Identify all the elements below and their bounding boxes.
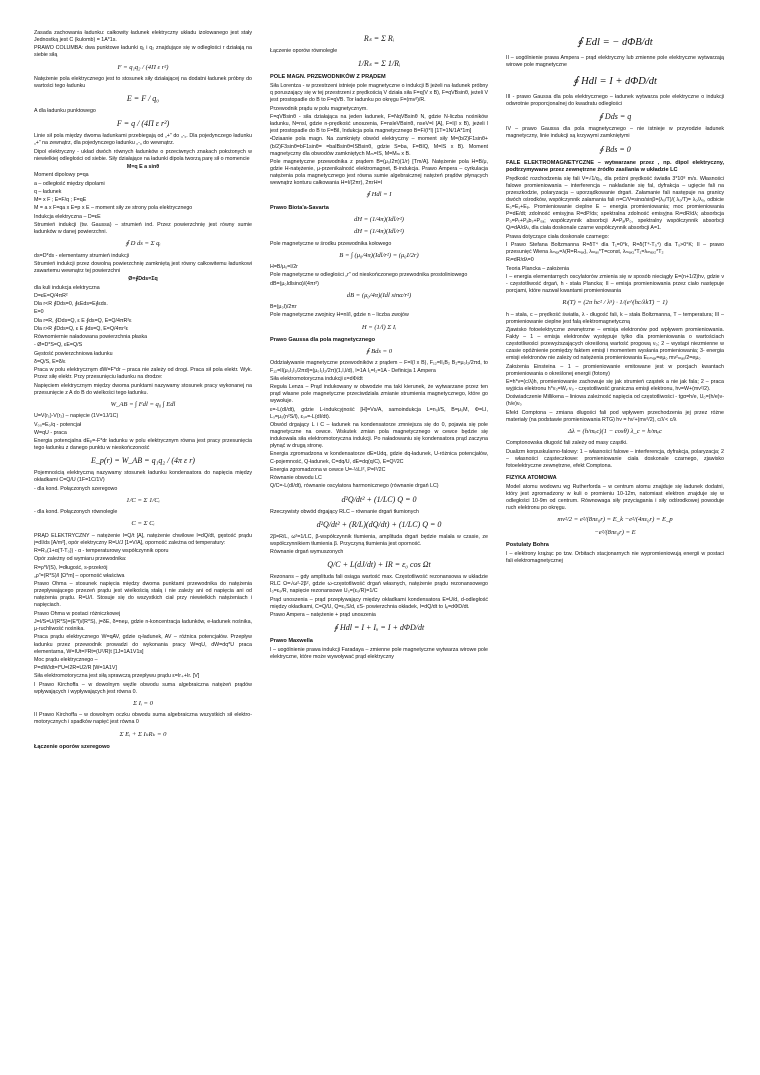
section-heading: Postulaty Bohra bbox=[506, 542, 549, 549]
column-1 bbox=[34, 30, 252, 1075]
text-paragraph: Pojemnością elektryczną nazywamy stosunek ładunku kondensatora do napięcia między okładkami C=Q/U (1F=1C/1V) bbox=[34, 470, 252, 484]
text-paragraph: Rₗ=dR/dλ=0 bbox=[506, 257, 534, 264]
text-paragraph: Równanie drgań wymuszonych bbox=[270, 548, 344, 555]
text-paragraph: „ρ”=(R*S)/l [Ω*m] – oporność właściwa bbox=[34, 572, 125, 579]
text-paragraph: II Prawo Kirchoffa – w dowolnym oczku obwodu suma algebraiczna wszystkich sił elektro-motorycznych i spadków napięć jest równa 0 bbox=[34, 712, 252, 726]
text-paragraph: Dualizm korpuskularno-falowy: 1 – własności falowe – interferencja, dyfrakcja, polaryzacja; 2 – własności cząsteczkowe: promieniowanie ciała doskonale czarnego, zjawisko fotoelektryczne zewnętrzne, efekt Comptona. bbox=[506, 448, 724, 469]
formula: E = F / q₀ bbox=[126, 94, 160, 104]
text-paragraph: dla kuli indukcja elektryczna bbox=[34, 284, 100, 291]
text-paragraph: Pole magnetyczne w środku przewodnika kołowego bbox=[270, 240, 392, 247]
text-paragraph: Prawo Ampera – natężenie + prąd unoszenia bbox=[270, 611, 376, 618]
formula: dH = (1/4π)(Idl/r²) bbox=[353, 228, 405, 236]
formula: ∮ Hdl = I + dΦD/dt bbox=[573, 76, 657, 88]
text-paragraph: Zasada zachowania ładunku: całkowity ładunek elektryczny układu izolowanego jest stały Jednostką jest C (kulomb) = 1A*1s. bbox=[34, 30, 252, 44]
text-paragraph: R=ρ*l/(S), l=długość, s-przekrój bbox=[34, 564, 108, 571]
column-3 bbox=[506, 30, 724, 1075]
text-paragraph: I – uogólnienie prawa indukcji Faradaya – zmienne pole magnetyczne wytwarza wirowe pole elektryczne, które może wywoływać prąd elektryczny bbox=[270, 647, 488, 661]
text-paragraph: q – ładunek bbox=[34, 188, 62, 195]
text-paragraph: PRĄD ELEKTRYCZNY – natężenie I=Q/t [A], natężenie chwilowe I=dQ/dt, gęstość prądu j=dI/ds [A/m²], opór elektryczny R=U/J [1=V/A], oporność zależna od temperatury: bbox=[34, 532, 252, 546]
text-paragraph: Strumień indukcji (tw. Gaussa) – strumień ind. Przez powierzchnię jest równy sumie ładunków w danej powierzchni. bbox=[34, 221, 252, 236]
text-paragraph: •Dziaanie pola magn. Na zamknięty obwód elektryczny – moment siły M=(b/2)F1sinθ+(b/2)F3sinθ=bF1sinθ= =baIBsinθ=ISBsinθ, gdzie S=ba, F=BIQ, M=IS x B). Moment magnetyczny dla obwodów zamkniętych Mₘ=IS, M=Mₘ x B. bbox=[270, 136, 488, 157]
formula: ∮ Edl = − dΦB/dt bbox=[577, 37, 653, 48]
text-paragraph: M= x F ; E=F/q ; F=qE bbox=[34, 197, 87, 204]
text-paragraph: Przewodnik prądu w polu magnetycznym. bbox=[270, 105, 368, 112]
text-paragraph: Praca prądu elektrycznego W=qAV, gdzie q-ładunek, AV – różnica potencjałów. Przepływ ładunku przez przewodnik prowadzi do wykonania pracy W=qU, dW=dq*U praca elementarna, W=IUt=I²Rt=(U²/R)t [1J=1A1V1s] bbox=[34, 634, 252, 655]
formula: d²Q/dt² + (1/LC) Q = 0 bbox=[341, 494, 417, 504]
text-paragraph: Energia zgromadzona w cewce U=-½LI², P=I²/2C bbox=[270, 466, 386, 473]
text-paragraph: B=(μ₀I)/2πr bbox=[270, 304, 297, 311]
formula: F = q / (4Π ε r²) bbox=[116, 119, 170, 129]
text-paragraph: Prawo Ohma w postaci różniczkowej bbox=[34, 610, 121, 617]
text-paragraph: Linie sił pola między dwoma ładunkami przebiegają od „+” do „-„. Dla pojedynczego ładunku „+” na zewnątrz, dla pojedynczego ładunku „-„ do wewnątrz. bbox=[34, 133, 252, 147]
text-paragraph: Pole magnetyczne przewodnika z prądem B=(μ₀I2π)(1/r) [Tm/A]. Natężenie pola H=B/μ, gdzie H-natężenie, μ-przenikalność elektromagnet, B-indukcja. Prawo Ampera – cyrkulacja natężenia pola magnetycznego jest równa sumie algebraicznej natężeń prądów płynących wewnątrz konturu całkowania H=I/(2πr), 2πrH=I bbox=[270, 158, 488, 187]
section-heading: Łączenie oporów szeregowo bbox=[34, 743, 110, 750]
text-paragraph: Comptonowska długość fali zależy od masy cząstki. bbox=[506, 440, 628, 447]
text-paragraph: Rezonans – gdy amplituda fali osiąga wartość max. Częstotliwość rezonansowa w układzie RLC Ω=√ω²-2β², gdzie ω-częstotliwość drgań własnych, natężenie prądu rezonansowego I₀=ε₀/R, napięcie rezonansowe U₀=(ε₀/R)=1/C bbox=[270, 574, 488, 595]
formula: Rₛ = Σ Rᵢ bbox=[363, 34, 395, 43]
text-paragraph: M = a x F=qa x E=p x E – moment siły ze strony pola elektrycznego bbox=[34, 205, 193, 212]
formula: Q/C + L(dJ/dt) + IR = ε₀ cos Ωt bbox=[327, 560, 431, 570]
text-paragraph: Gęstość powierzchniowa ładunku bbox=[34, 350, 113, 357]
text-paragraph: F=qVBsinθ - siła działająca na jeden ładunek, F=NqVBsinθ N, gdzie N-liczba nośników ładunku, N=nsl, gdzie n-prędkość unoszenia, F=nsleVBsinθ, nseV=I [A], F=I(l x B), jeżeli l jest prostopadle do B to F=Bil, Indukcja pola magnetycznego B=F/(I*l) [1T=1N/1A*1m] bbox=[270, 113, 488, 135]
text-paragraph: Zjawisko fotoelektryczne zewnętrzne – emisja elektronów pod wpływem promieniowania. Fakty – 1 – emisja elektronów występuje tylko dla promieniowania o wartościach częstotliwości przewyższających określoną wartość progową ν₀; 2 – wystąpi niezmienne w czasie opóźnienie pomiędzy faktem emisji i momentem wysłania promieniowania; 3- energia emisji elektronów nie zależy od natężenia promieniowania Eₖₘₐₓ=eμ₀ mv²ₘₐₓ/2=eμ₀ bbox=[506, 326, 724, 362]
text-paragraph: ds=D*ds - elementarny strumień indukcji bbox=[34, 252, 129, 259]
text-paragraph: Siła Lorentza - w przestrzeni istnieje pole magnetyczne o indukcji B jeżeli na ładunek próbny q poruszający się w tej przestrzeni z prędkością V działa siła F=q(V x B), F=qVBsinθ, jeżeli V jest prostopadle do B to F=qVB. Tor ładunku po okręgu F=(mv²)/R. bbox=[270, 83, 488, 104]
formula: B = ∫ (μ₀/4π)(Idl/r²) = (μ₀I/2r) bbox=[339, 251, 419, 259]
section-heading: Prawo Biota'a-Savarta bbox=[270, 204, 329, 211]
text-paragraph: A dla ładunku punktowego bbox=[34, 108, 96, 115]
formula: H = (1/l) Σ Iᵢ bbox=[361, 323, 397, 331]
text-paragraph: h – stała, c – prędkość światła, λ - długość fali, k – stała Boltzmanna, T – temperatura; III – promieniowanie cieplne jest falą elektromagnetyczną bbox=[506, 311, 724, 325]
formula: C = Σ Cᵢ bbox=[131, 520, 155, 528]
text-paragraph: Dla r>R ∮Dds=Q, ε E ∮ds=Q, E=Q/4πr²ε bbox=[34, 325, 128, 332]
text-paragraph: III - prawo Gaussa dla pola elektrycznego – ładunek wytwarza pole elektryczne o indukcji odwrotnie proporcjonalnej do kwadratu odległości bbox=[506, 94, 724, 108]
text-paragraph: Energia zgromadzona w kondensatorze dE=Udq, gdzie dq-ładunek, U-różnica potencjałów, C-pojemność, Q-ładunek, C=dq/U, dE=dq(q/C), E=Q²/2C bbox=[270, 451, 488, 465]
text-paragraph: V₀₀=E₀/q - potencjał bbox=[34, 421, 82, 428]
text-paragraph: Natężenie pola elektrycznego jest to stosunek siły działającej na dodatni ładunek próbny do wartości tego ładunku bbox=[34, 75, 252, 90]
text-paragraph: I – energia elementarnych oscylatorów zmienia się w sposób nieciągły E=(n+1/2)hν, gdzie ν - częstotliwość drgań, h - stała Plancka; II – emisja promieniowania przez ciało następuje porcjami, które nazwał kwantami promieniowania bbox=[506, 273, 724, 295]
text-paragraph: Równanie obwodu LC bbox=[270, 475, 322, 482]
text-paragraph: Pole magnetyczne zwojnicy H=nI/l, gdzie n – liczba zwojów bbox=[270, 312, 409, 319]
formula: W_AB = ∫ Fdl = q₀ ∫ Edl bbox=[110, 400, 176, 408]
text-paragraph: - dla kond. Połączonych szeregowo bbox=[34, 485, 118, 492]
text-paragraph: ε=-L(dI/dt), gdzie L-indukcyjność [H]=Vs/A, samoindukcja L=n₀l/S, B=μ₀M, Φ=LI, Lₛ=μ₀(n²S/l), εₛₙ=-L(dI/dt). bbox=[270, 406, 488, 420]
formula: Σ Eᵢ + Σ IₖRₖ = 0 bbox=[119, 730, 167, 738]
text-paragraph: Energia potencjalna dEₚ=-F*dr ładunku w polu elektrycznym równa jest pracy przesunięcia tego ładunku z danego punktu w nieskończoność bbox=[34, 438, 252, 452]
formula: ∮ D ds = Σ qᵢ bbox=[125, 240, 161, 248]
formula: ∮ Bds = 0 bbox=[365, 348, 393, 355]
formula: E_p(r) = W_AB = q₁q₂ / (4π ε r) bbox=[91, 456, 195, 466]
formula: Σ Iᵢ = 0 bbox=[133, 699, 153, 707]
text-paragraph: II – uogólnienie prawa Ampera – prąd elektryczny lub zmienne pole elektryczne wytwarzają wirowe pole magnetyczne bbox=[506, 55, 724, 69]
text-paragraph: Moment dipolowy p=qa bbox=[34, 172, 89, 179]
text-paragraph: PRAWO COLUMBA: dwa punktowe ładunki q₁ i q₂ znajdujące się w odległości r działają na siebie siłą bbox=[34, 45, 252, 59]
text-paragraph: W=qU - praca bbox=[34, 429, 67, 436]
text-paragraph: Efekt Comptona – zmiana długości fali pod wpływem przechodzenia jej przez różne materiały (na podstawie promieniowania RTG) hν = hν'+(mv²/2), c/λ'< c/λ bbox=[506, 409, 724, 423]
formula: d²Q/dt² + (R/L)(dQ/dt) + (1/LC) Q = 0 bbox=[316, 519, 442, 529]
text-paragraph: E=h*ν=(c/λ)h, promieniowanie zachowuje się jak strumień cząstek a nie jak fala; 2 – praca wyjścia elektronu h*ν₀=Wᵥ ν₀ - częstotliwość graniczna emisji elektronu, hν=W+(mv²/2). bbox=[506, 379, 724, 393]
text-paragraph: I – elektrony krążąc po tzw. Orbitach stacjonarnych nie wypromieniowują energii w postaci fali elektromagnetycznej bbox=[506, 551, 724, 565]
text-paragraph: Strumień indukcji przez dowolną powierzchnię zamkniętą jest równy całkowitemu ładunkowi zawartemu wewnątrz tej powierzchni bbox=[34, 260, 252, 274]
text-paragraph: Równomiernie naładowana powierzchnia płaska bbox=[34, 334, 148, 341]
text-paragraph: J=I/S=U/(R*S)=(E*l)/(R*S), j=δE, δ=neμ, gdzie n-koncentracja ładunków, e-ładunek nośnika, μ-ruchliwość nośnika. bbox=[34, 619, 252, 633]
text-paragraph: Reguła Lenza – Prąd indukowany w obwodzie ma taki kierunek, że wytwarzane przez ten prąd własne pole magnetyczne przeciwdziała zmianie strumienia magnetycznego, które go wywołuje. bbox=[270, 384, 488, 405]
text-paragraph: Prędkość rozchodzenia się fali V=√1/q₀, dla próżni prędkość światła 3*10⁸ m/s. Własności falowe promieniowania – interferencja – nakładanie się fal, dyfrakcja – ugięcie fali na przeszkodzie, polaryzacja – uporządkowanie drgań. Załamanie fali następuje na granicy dwóch ośrodków, współczynnik załamania fali n=C/V=sinα/sinβ=(λ₀/T)/( λ₀/T)= λ₀/λ₀, odbicie E₀=E₁+Eₚ. Promieniowanie cieplne E – energia promieniowania; moc promieniowania P=dE/dt; zdolność emisyjna R=dP/ds; spektralna zdolność emisyjna Rₗ=dR/dλ; absorbcja P₀=Pₜ+Pₐbₛ+P₀ₐ; współczynnik absorbcji A=Pₐ/P₀, spektralny współczynnik absorbcji Qₗ=dA/dλₗ, dla ciała doskonale czarne współczynnik absorbcji A=1. bbox=[506, 175, 724, 232]
formula: dB = (μ₀/4π)(Idl sinα/r²) bbox=[346, 291, 412, 299]
text-paragraph: Doświadczenie Millikena – liniowa zależność napięcia od częstotliwości - tgα=h/e, U₀=(h/e)ν-(h/e)ν₀ bbox=[506, 394, 724, 408]
text-paragraph: D=εE=Q/4πR² bbox=[34, 292, 68, 299]
text-paragraph: H=B/μ₀=I/2r bbox=[270, 264, 298, 271]
formula: −e²/(8πε₀r) = E bbox=[594, 528, 636, 536]
formula: ∮ Hdl = I + Iᵤ = I + dΦD/dt bbox=[333, 623, 425, 632]
text-paragraph: P=dW/dt=I*U=I2R=U2/R [W=1A1V] bbox=[34, 665, 117, 672]
text-paragraph: 2β=R/L, ω²=1/LC, β-współczynnik tłumienia, amplituda drgań będzie malała w czasie, ze współczynnikiem tłumienia β. Przyczyną tłumienia jest oporność. bbox=[270, 533, 488, 547]
text-paragraph: R=R₀(1+α(T-T₀)) - α - temperaturowy współczynnik oporu bbox=[34, 548, 169, 555]
text-paragraph: Q/C=-L(dI/dt), równanie oscylatora harmonicznego (równanie drgań LC) bbox=[270, 483, 439, 490]
text-paragraph: Ø=∮Dds=Σq bbox=[128, 276, 158, 283]
formula: 1/C = Σ 1/Cᵢ bbox=[126, 496, 160, 504]
text-paragraph: Obwód drgający L i C – ładunek na kondensatorze zmniejsza się do 0, pojawia się pole magnetyczne na cewce. Wskutek zmian pola magnetycznego w cewce będzie się indukowała siła elektromotoryczna indukcji. Po naładowaniu się kondensatora prąd zaczyna płynąć w drugą stronę. bbox=[270, 421, 488, 450]
text-paragraph: Moc prądu elektrycznego – bbox=[34, 656, 98, 663]
formula: ∮ Dds = q bbox=[598, 112, 632, 122]
text-paragraph: Prawa dotyczące ciała doskonale czarnego: bbox=[506, 233, 610, 240]
section-heading: FALE ELEKTROMAGNETYCZNE – wytwarzane przez , np. dipol elektryczny, podtrzymywane przez zewnętrzne źródło zasilania w układzie LC bbox=[506, 159, 724, 173]
text-paragraph: Dipol elektryczny - układ dwóch równych ładunków o przeciwnych znakach położonych w niewielkiej odległości od siebie. Siły działające na ładunki dipola tworzą parę sił o momencie bbox=[34, 148, 252, 162]
text-paragraph: I Prawo Kirchoffa – w dowolnym węźle obwodu suma algebraiczna natężeń prądów wpływających i wypływających jest równa 0. bbox=[34, 681, 252, 695]
formula: mv²/2 = e²/(8πε₀r) = E_k −e²/(4πε₀r) = E_p bbox=[557, 516, 673, 524]
text-paragraph: Opór zależny od wymiaru przewodnika: bbox=[34, 556, 127, 563]
text-paragraph: Założenia Einsteina – 1 – promieniowanie emitowane jest w porcjach kwantach promieniowania o określonej energii (fotony) bbox=[506, 363, 724, 377]
section-heading: POLE MAGN. PRZEWODNIKÓW Z PRĄDEM bbox=[270, 74, 386, 81]
text-paragraph: Indukcja elektryczna – D=εE bbox=[34, 213, 101, 220]
text-paragraph: Oddziaływanie magnetyczne przewodników z prądem – F=I(l x B), F₁₂=Il₁B₂ B₂=μ₀I₂/2πd, to F₁₂=Il(μ₀I₁I₂/2πd)=(μ₀I₁I₂/2π)(1,l,l/d), I=1A I₁=I₂=1A - Definicja 1 Ampera bbox=[270, 360, 488, 374]
text-paragraph: M=q E a sinθ bbox=[126, 164, 160, 170]
text-paragraph: - dla kond. Połączonych równolegle bbox=[34, 509, 118, 516]
text-paragraph: Łączenie oporów równolegle bbox=[270, 48, 338, 54]
text-paragraph: Praca w polu elektrycznym dW=F*dr – praca nie zależy od drogi. Praca sił pola elektr. Wyk. Przez siłę elektr. Przy przesunięciu ładunku na drodze: bbox=[34, 367, 252, 381]
text-paragraph: - Ø=D*S=Q, εE=Q/S bbox=[34, 342, 83, 349]
text-paragraph: Teoria Plancka – założenia bbox=[506, 265, 570, 272]
text-paragraph: a – odległość między dipolami bbox=[34, 180, 105, 187]
text-paragraph: I Prawo Stefana Boltzmanna R=δT⁴ dla T₁=0°k, R=δ(T⁴-T₀⁴) dla T₀>0°K; II – prawo przesunięć Wiena λₘₐₓ=λ(R=Rₘₐₓ), λₘₐₓ*T=const, λₘₐₓ₁*T₁=λₘₐₓ₂*T₂ bbox=[506, 241, 724, 256]
text-paragraph: IV – prawo Gaussa dla pola magnetycznego – nie istnieje w przyrodzie ładunek magnetyczny, linie indukcji są krzywymi zamkniętymi bbox=[506, 126, 724, 140]
text-paragraph: δ=Q/S, E=δ/ε bbox=[34, 359, 66, 366]
text-paragraph: Siła elektromotoryczna jest siłą sprawczą przepływu prądu ε=Ir₊+Ir. [V] bbox=[34, 673, 200, 680]
text-paragraph: Dla r<R ∮Dds=0, ∮εEds=E∮εds. bbox=[34, 301, 108, 308]
formula: F = q₁q₂ / (4Π ε r²) bbox=[117, 63, 169, 71]
section-heading: Prawo Gaussa dla pola magnetycznego bbox=[270, 336, 376, 343]
text-paragraph: Prawo Ohma – stosunek napięcia między dwoma punktami przewodnika do natężenia przepływającego przezeń prądu jest wielkością stałą i nie zależy ani od napięcia ani od natężenia prądu. R=U/I. Stosuje się do wszystkich ciał przy niewielkich natężeniach i napięciach. bbox=[34, 581, 252, 609]
text-paragraph: Model atomu wodowru wg Rutherforda – w centrum atomu znajduje się ładunek dodatni, który jest zgromadzony w kuli o promieniu 10-12m, natomiast elektron znajduje się w odległości 10-9m od centrum. Równowaga siły przyciągania i siły odśrodkowej powoduje ruch elektronu po okręgu. bbox=[506, 484, 724, 512]
text-paragraph: E=0 bbox=[34, 309, 44, 316]
text-paragraph: Prąd unoszenia – prąd przepływający między okładkami kondensatora E=U/d, d-odległość między okładkami, C=Q/U, Q=ε₀S/d, εS- powierzchnia okładek, I=dQ/dt to Iₑ=dΦD/dt. bbox=[270, 596, 488, 610]
formula: 1/Rₛ = Σ 1/Rᵢ bbox=[357, 59, 401, 69]
text-paragraph: Napięciem elektrycznym między dwoma punktami nazywamy stosunek pracy wykonanej na przesunięcie z A do B do wielkości tego ładunku. bbox=[34, 382, 252, 396]
text-paragraph: Pole magnetyczne w odległości „r” od nieskończonego przewodnika prostoliniowego bbox=[270, 272, 468, 279]
formula: ∮ Bds = 0 bbox=[599, 144, 631, 154]
text-paragraph: Rzeczywisty obwód drgający RLC – równanie drgań tłumionych bbox=[270, 508, 419, 515]
section-heading: FIZYKA ATOMOWA bbox=[506, 474, 557, 481]
formula: ∮ Hdl = I bbox=[366, 191, 392, 199]
text-paragraph: U=V(r₁)-V(r₂) – napięcie (1V=1J/1C) bbox=[34, 413, 119, 420]
text-paragraph: dB=(μ₀Idlsinα)/(4πr²) bbox=[270, 280, 319, 287]
text-paragraph: Siła elektromotoryczna indukcji ε=dΦ/dt bbox=[270, 375, 363, 382]
section-heading: Prawo Maxwella bbox=[270, 638, 313, 644]
column-2 bbox=[270, 30, 488, 1075]
formula: Rₗ(T) = (2π hc² / λ⁵) · 1/(e^(hc/λkT) − 1) bbox=[562, 299, 668, 307]
formula: Δλ = (h/mₑc)(1 − cosθ) λ_c = h/mₑc bbox=[568, 427, 662, 435]
formula: dH = (1/4π)(Idl/r²) bbox=[353, 215, 405, 223]
text-paragraph: Dla r=R, ∮Dds=Q, ε E ∮ds=Q, E=Q/4πR²ε bbox=[34, 317, 132, 324]
